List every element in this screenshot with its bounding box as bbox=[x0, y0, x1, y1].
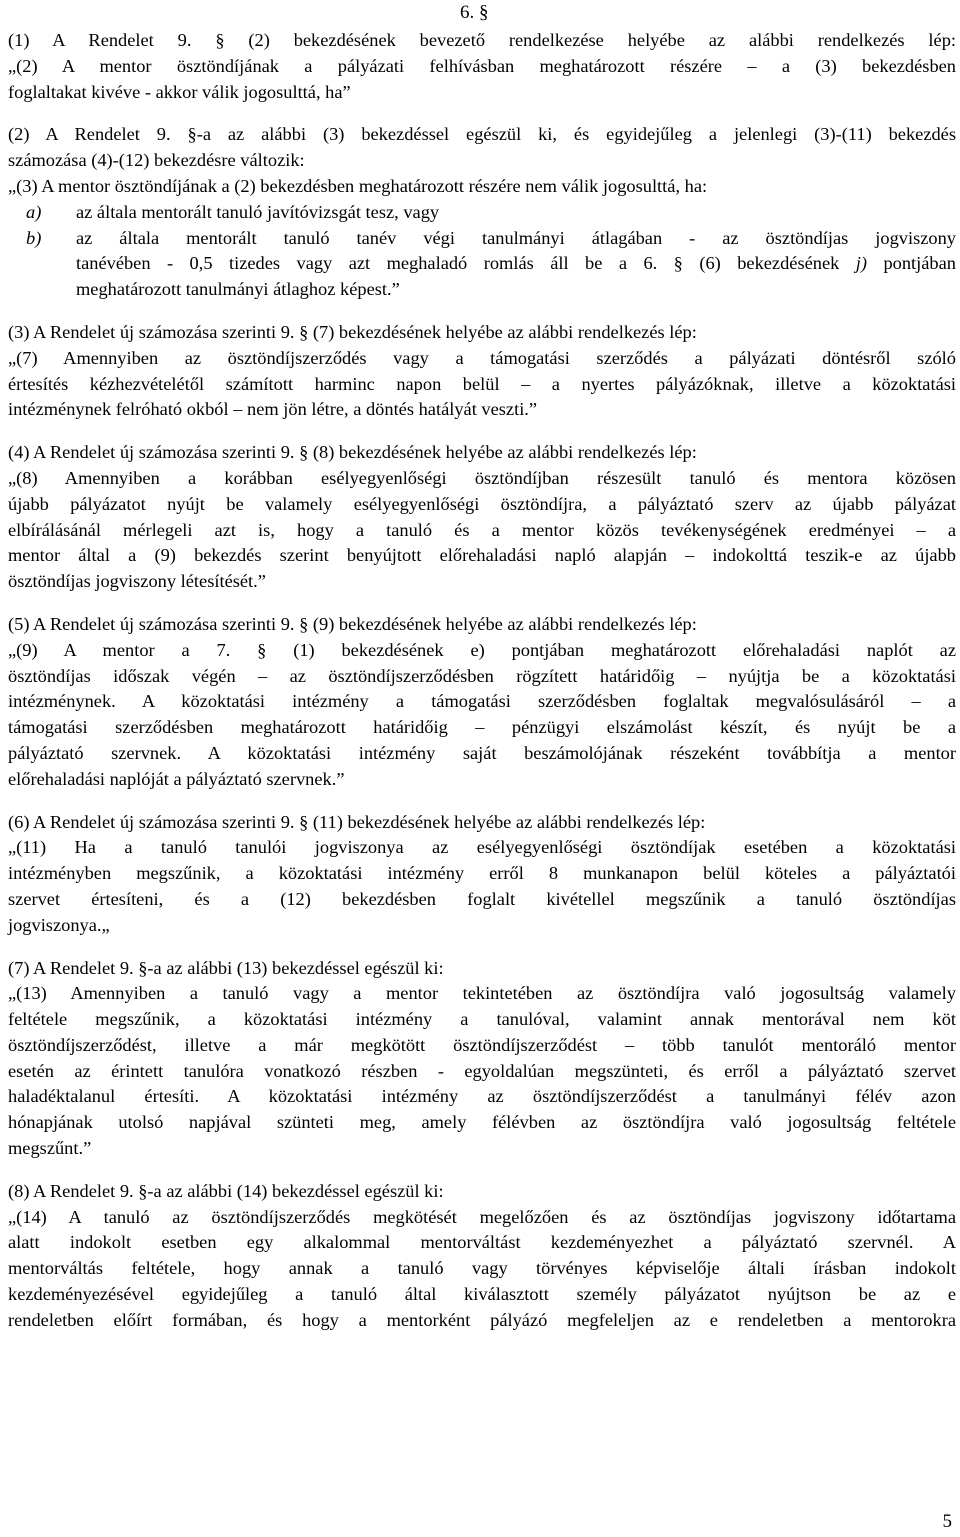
paragraph-line: jogviszonya.„ bbox=[8, 914, 110, 935]
paragraph-line: intézményben megszűnik, a közoktatási intézmény erről 8 munkanapon belül köteles a pályáztatói bbox=[8, 863, 956, 884]
paragraph-line: megszűnt.” bbox=[8, 1138, 92, 1159]
section-heading: 6. § bbox=[460, 2, 489, 23]
paragraph-line: alatt indokolt esetben egy alkalommal mentorváltást kezdeményezhet a pályáztató szervnél. A bbox=[8, 1232, 956, 1253]
paragraph-line: ösztöndíjszerződést, illetve a már megkötött ösztöndíjszerződést – több tanulót mentoráló mentor bbox=[8, 1034, 956, 1055]
list-item-b-cont bbox=[8, 251, 956, 277]
paragraph-line: támogatási szerződésben meghatározott határidőig – pénzügyi elszámolást készít, és nyújt be a bbox=[8, 717, 956, 738]
paragraph-line: (7) A Rendelet 9. §-a az alábbi (13) bekezdéssel egészül ki: bbox=[8, 957, 444, 978]
paragraph-line: (1) A Rendelet 9. § (2) bekezdésének bevezető rendelkezése helyébe az alábbi rendelkezés lép: bbox=[8, 30, 956, 50]
amendment-6 bbox=[8, 810, 956, 939]
paragraph-line: szervet értesíteni, és a (12) bekezdésben foglalt kivétellel megszűnik a tanuló ösztöndíjas bbox=[8, 888, 956, 909]
paragraph-line: elbírálásánál mérlegeli azt is, hogy a tanuló és a mentor közös tevékenységének eredményei – a bbox=[8, 519, 956, 540]
paragraph-line: hónapjának utolsó napjával szünteti meg, amely félévben az ösztöndíjra való jogosultság feltétele bbox=[8, 1112, 956, 1133]
paragraph-line: intézménynek felróható okból – nem jön létre, a döntés hatályát veszti.” bbox=[8, 399, 538, 420]
paragraph-line: „(13) Amennyiben a tanuló vagy a mentor tekintetében az ösztöndíjra való jogosultság valamely bbox=[8, 983, 956, 1004]
list-item-text: az általa mentorált tanuló javítóvizsgát tesz, vagy bbox=[76, 201, 440, 222]
paragraph-line: haladéktalanul értesíti. A közoktatási intézmény az ösztöndíjszerződést a tanulmányi félév azon bbox=[8, 1086, 956, 1107]
paragraph-line: „(8) Amennyiben a korábban esélyegyenlőségi ösztöndíjban részesült tanuló és mentora közösen bbox=[8, 467, 956, 488]
paragraph-line: rendeletben előírt formában, és hogy a mentorként pályázó megfeleljen az e rendeletben a mentorokra bbox=[8, 1309, 956, 1330]
paragraph-line: „(14) A tanuló az ösztöndíjszerződés megkötését megelőzően és az ösztöndíjas jogviszony időtartama bbox=[8, 1206, 956, 1227]
paragraph-line: (2) A Rendelet 9. §-a az alábbi (3) bekezdéssel egészül ki, és egyidejűleg a jelenlegi (3)-(11) bekezdés bbox=[8, 124, 956, 145]
amendment-8 bbox=[8, 1179, 956, 1334]
paragraph-line: előrehaladási naplóját a pályáztató szervnek.” bbox=[8, 768, 345, 789]
list-label: a) bbox=[26, 201, 42, 222]
list-item-text: pontjában bbox=[867, 253, 956, 274]
paragraph-line: (5) A Rendelet új számozása szerinti 9. § (9) bekezdésének helyébe az alábbi rendelkezés lép: bbox=[8, 613, 697, 634]
list-item-text: tanévében - 0,5 tizedes vagy azt meghaladó romlás áll be a 6. § (6) bekezdésének bbox=[76, 253, 840, 274]
list-item-a bbox=[8, 200, 956, 226]
paragraph-line: mentorváltás feltétele, hogy annak a tanuló vagy törvényes képviselője általi írásban indokolt bbox=[8, 1258, 956, 1279]
paragraph-line: értesítés kézhezvételétől számított harminc napon belül – a nyertes pályázóknak, illetve a közoktatási bbox=[8, 373, 956, 394]
amendment-5 bbox=[8, 612, 956, 793]
paragraph-line: ösztöndíjas jogviszony létesítését.” bbox=[8, 571, 266, 592]
paragraph-line: ösztöndíjas időszak végén – az ösztöndíjszerződésben rögzített határidőig – nyújtja be a közoktatási bbox=[8, 665, 956, 686]
amendment-4 bbox=[8, 440, 956, 595]
paragraph-line: intézménynek. A közoktatási intézmény a támogatási szerződésben foglaltak megvalósulásáról – a bbox=[8, 691, 956, 712]
paragraph-line: (8) A Rendelet 9. §-a az alábbi (14) bekezdéssel egészül ki: bbox=[8, 1180, 444, 1201]
list-item-text: az általa mentorált tanuló tanév végi tanulmányi átlagában - az ösztöndíjas jogviszony bbox=[76, 227, 956, 248]
paragraph-line: feltétele megszűnik, a közoktatási intézmény a tanulóval, valamint annak mentorával nem köt bbox=[8, 1009, 956, 1030]
amendment-2 bbox=[8, 122, 956, 303]
paragraph-line: pályáztató szervnek. A közoktatási intézmény saját beszámolójának részeként továbbítja a mentor bbox=[8, 742, 956, 763]
amendment-1 bbox=[8, 28, 956, 105]
list-label: b) bbox=[26, 227, 42, 248]
amendment-7 bbox=[8, 956, 956, 1162]
paragraph-line: újabb pályázatot nyújt be valamely esélyegyenlőségi ösztöndíjra, a pályáztató szerv az újabb pályázat bbox=[8, 493, 956, 514]
paragraph-line: „(11) Ha a tanuló tanulói jogviszonya az esélyegyenlőségi ösztöndíjak esetében a közoktatási bbox=[8, 837, 956, 858]
document-body bbox=[8, 28, 956, 1351]
paragraph-line: számozása (4)-(12) bekezdésre változik: bbox=[8, 150, 305, 171]
paragraph-line: (3) A Rendelet új számozása szerinti 9. § (7) bekezdésének helyébe az alábbi rendelkezés lép: bbox=[8, 321, 697, 342]
list-item-text: meghatározott tanulmányi átlaghoz képest.” bbox=[76, 279, 400, 300]
italic-reference: j) bbox=[855, 253, 868, 274]
list-item-b bbox=[8, 226, 956, 252]
paragraph-line: (4) A Rendelet új számozása szerinti 9. § (8) bekezdésének helyébe az alábbi rendelkezés lép: bbox=[8, 442, 697, 463]
page-number: 5 bbox=[942, 1511, 952, 1532]
paragraph-line: „(2) A mentor ösztöndíjának a pályázati felhívásban meghatározott részére – a (3) bekezdésben bbox=[8, 55, 956, 76]
amendment-3 bbox=[8, 320, 956, 423]
paragraph-line: kezdeményezésével egyidejűleg a tanuló által kiválasztott személy pályázatot nyújtson be az e bbox=[8, 1284, 956, 1305]
paragraph-line: foglaltakat kivéve - akkor válik jogosulttá, ha” bbox=[8, 81, 351, 102]
paragraph-line: „(9) A mentor a 7. § (1) bekezdésének e) pontjában meghatározott előrehaladási naplót az bbox=[8, 639, 956, 660]
paragraph-line: „(3) A mentor ösztöndíjának a (2) bekezdésben meghatározott részére nem válik jogosulttá, ha: bbox=[8, 175, 708, 196]
paragraph-line: (6) A Rendelet új számozása szerinti 9. § (11) bekezdésének helyébe az alábbi rendelkezés lép: bbox=[8, 811, 706, 832]
paragraph-line: esetén az érintett tanulóra vonatkozó részben - egyoldalúan megszünteti, és erről a pályáztató szervet bbox=[8, 1060, 956, 1081]
paragraph-line: mentor által a (9) bekezdés szerint benyújtott előrehaladási napló alapján – indokolttá teszik-e az újabb bbox=[8, 545, 956, 566]
list-item-b-cont bbox=[8, 277, 956, 303]
paragraph-line: „(7) Amennyiben az ösztöndíjszerződés vagy a támogatási szerződés a pályázati döntésről szóló bbox=[8, 347, 956, 368]
